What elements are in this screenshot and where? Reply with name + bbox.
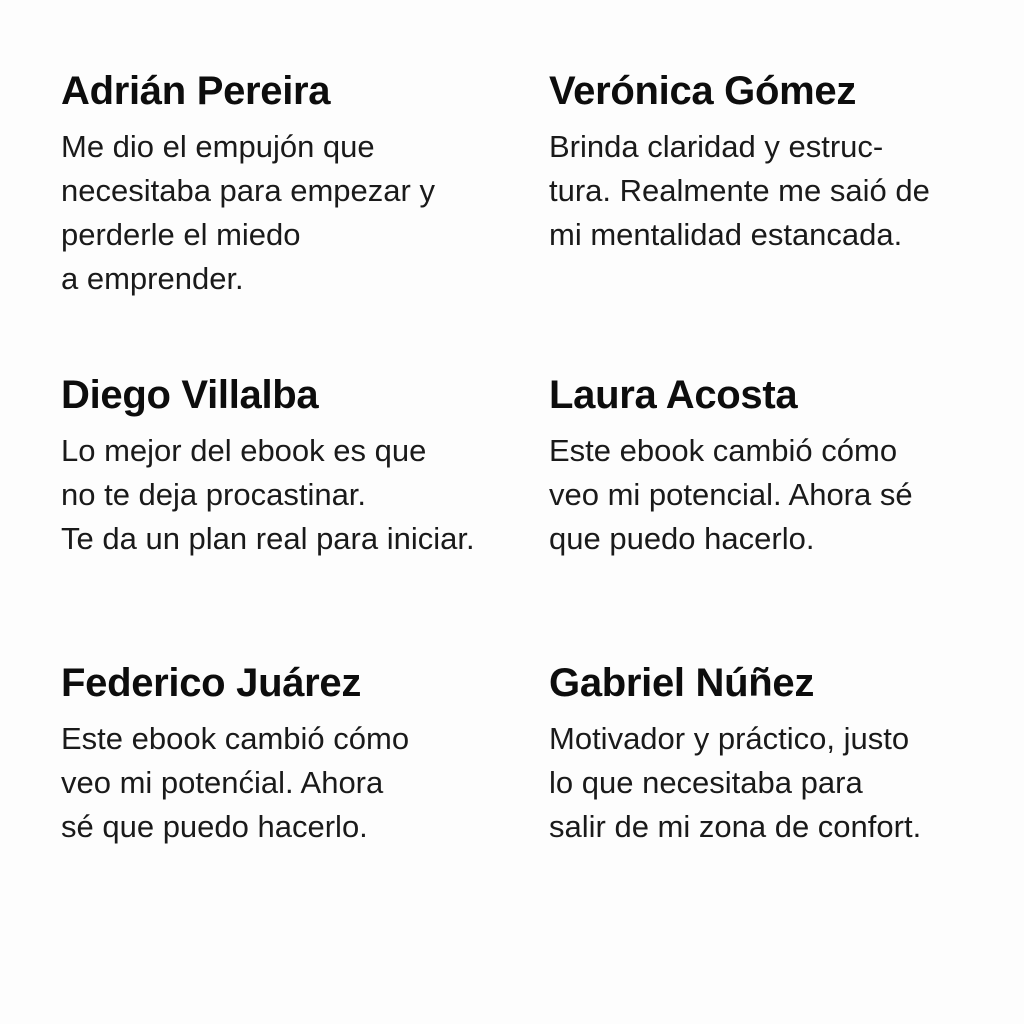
quote-line: tura. Realmente me saió de	[549, 173, 930, 208]
testimonial-author: Gabriel Núñez	[549, 661, 815, 705]
testimonial-card	[549, 659, 1009, 849]
quote-line: Brinda claridad y estruc-	[549, 129, 884, 164]
testimonial-author: Laura Acosta	[549, 373, 798, 417]
testimonial-author: Diego Villalba	[61, 373, 319, 417]
quote-line: Este ebook cambió cómo	[549, 433, 898, 468]
testimonial-quote	[61, 429, 521, 561]
testimonial-author: Verónica Gómez	[549, 69, 857, 113]
testimonial-quote	[61, 125, 521, 301]
quote-line: mi mentalidad estancada.	[549, 217, 903, 252]
testimonial-card	[61, 67, 521, 301]
quote-line: perderle el miedo	[61, 217, 301, 252]
quote-line: veo mi potenćial. Ahora	[61, 765, 384, 800]
testimonial-card	[61, 659, 521, 849]
quote-line: necesitaba para empezar y	[61, 173, 435, 208]
testimonial-card	[549, 371, 1009, 561]
quote-line: sé que puedo hacerlo.	[61, 809, 368, 844]
testimonial-quote	[61, 717, 521, 849]
testimonial-quote	[549, 125, 1009, 257]
quote-line: Lo mejor del ebook es que	[61, 433, 427, 468]
testimonial-card	[61, 371, 521, 561]
quote-line: a emprender.	[61, 261, 244, 296]
quote-line: no te deja procastinar.	[61, 477, 367, 512]
quote-line: veo mi potencial. Ahora sé	[549, 477, 913, 512]
quote-line: salir de mi zona de confort.	[549, 809, 922, 844]
quote-line: Me dio el empujón que	[61, 129, 375, 164]
testimonial-quote	[549, 717, 1009, 849]
quote-line: que puedo hacerlo.	[549, 521, 815, 556]
quote-line: Te da un plan real para iniciar.	[61, 521, 475, 556]
testimonial-quote	[549, 429, 1009, 561]
testimonial-author: Adrián Pereira	[61, 69, 331, 113]
quote-line: Este ebook cambió cómo	[61, 721, 410, 756]
testimonial-author: Federico Juárez	[61, 661, 362, 705]
quote-line: Motivador y práctico, justo	[549, 721, 910, 756]
testimonial-card	[549, 67, 1009, 257]
quote-line: lo que necesitaba para	[549, 765, 863, 800]
